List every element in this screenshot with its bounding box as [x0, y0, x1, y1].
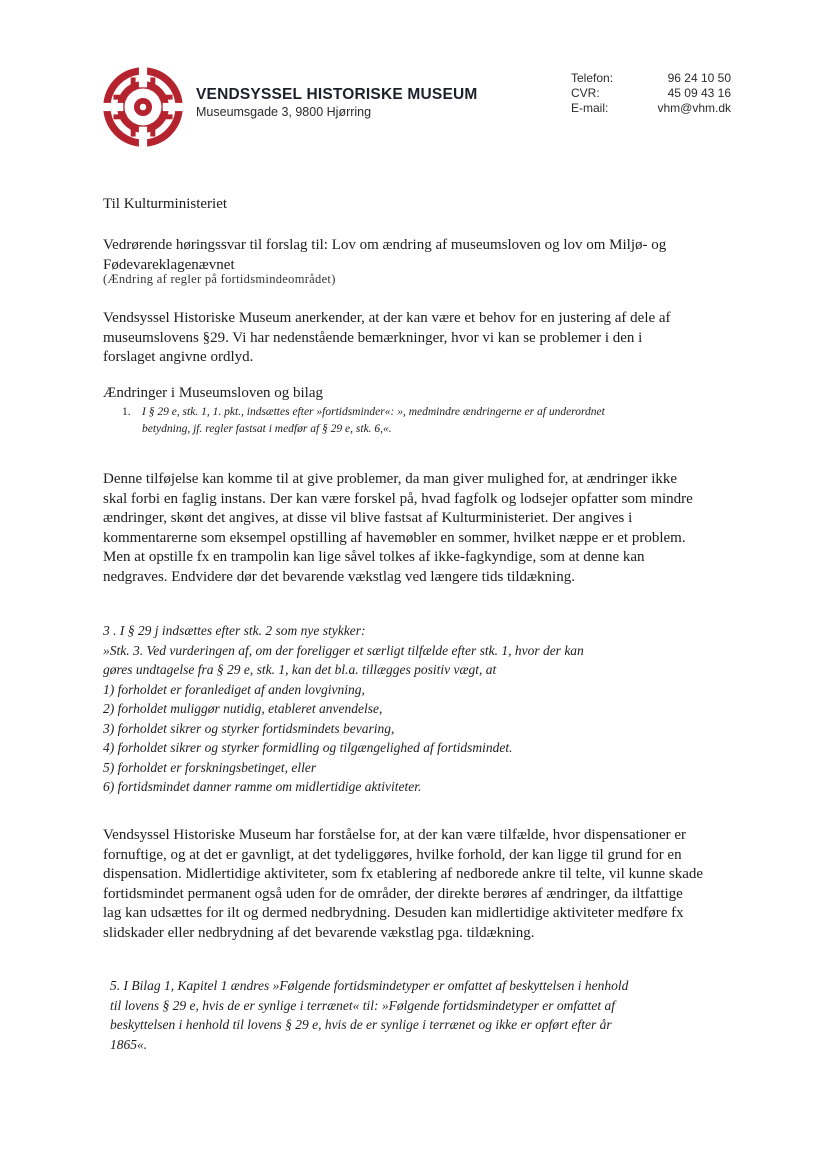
- amendment-3-quote: [103, 621, 703, 797]
- quote-line: 1) forholdet er foranlediget af anden lovgivning,: [103, 681, 365, 697]
- contact-email: [571, 101, 731, 116]
- text-line: dispensation. Midlertidige aktiviteter, som fx etablering af nedborede ankre til telte, vil kunne skade: [103, 866, 704, 882]
- contact-label: E-mail:: [571, 101, 609, 115]
- amendment-1: [122, 404, 682, 438]
- contact-phone: [571, 71, 731, 86]
- text-line: slidskader eller nedbrydning af det bevarende vækstlag pga. tildækning.: [103, 924, 535, 941]
- text-line: Vendsyssel Historiske Museum anerkender, at der kan være et behov for en justering af dele af: [103, 310, 671, 326]
- contact-cvr: [571, 86, 731, 101]
- quote-line: 6) fortidsmindet danner ramme om midlertidige aktiviteter.: [103, 779, 422, 794]
- subject-line: Fødevareklagenævnet: [103, 256, 235, 273]
- amendment-5-quote: [110, 976, 710, 1054]
- quote-line: 3 . I § 29 j indsættes efter stk. 2 som nye stykker:: [103, 623, 366, 638]
- text-line: skal forbi en faglig instans. Der kan være forskel på, hvad fagfolk og lodsejer opfatter som mindre: [103, 490, 693, 507]
- quote-line: 5. I Bilag 1, Kapitel 1 ændres »Følgende fortidsmindetyper er omfattet af beskyttelsen i henhold: [110, 978, 629, 993]
- quote-line: 3) forholdet sikrer og styrker fortidsmindets bevaring,: [103, 720, 395, 736]
- text-line: kommentarerne som eksempel opstilling af havemøbler en sommer, hvilket næppe er et problem.: [103, 529, 686, 546]
- text-line: lag kan udsættes for ilt og dermed nedbrydning. Desuden kan midlertidige aktiviteter medføre fx: [103, 905, 684, 921]
- text-line: forslaget angivne ordlyd.: [103, 349, 254, 365]
- contact-label: Telefon:: [571, 71, 614, 85]
- paragraph-comment-2: [103, 826, 723, 943]
- text-line: fortidsmindet permanent også uden for de områder, der direkte berøres af ændringer, da iltfattige: [103, 885, 683, 902]
- contact-block: [571, 71, 731, 116]
- text-line: Denne tilføjelse kan komme til at give problemer, da man giver mulighed for, at ændringer ikke: [103, 471, 678, 487]
- text-line: museumslovens §29. Vi har nedenstående bemærkninger, hvor vi kan se problemer i den i: [103, 329, 643, 346]
- quote-line: 4) forholdet sikrer og styrker formidling og tilgængelighed af fortidsmindet.: [103, 740, 513, 755]
- amendment-line: betydning, jf. regler fastsat i medfør af § 29 e, stk. 6,«.: [142, 423, 392, 435]
- contact-value: 45 09 43 16: [667, 86, 731, 100]
- paragraph-intro: [103, 309, 723, 368]
- text-line: Men at opstille fx en trampolin kan lige såvel tolkes af ikke-fagkyndige, som at denne kan: [103, 549, 645, 565]
- subject: [103, 236, 723, 275]
- quote-line: gøres undtagelse fra § 29 e, stk. 1, kan det bl.a. tillægges positiv vægt, at: [103, 662, 497, 677]
- subject-line: Vedrørende høringssvar til forslag til: Lov om ændring af museumsloven og lov om Miljø- og: [103, 237, 667, 253]
- text-line: nedgraves. Endvidere dør det bevarende vækstlag ved længere tids tildækning.: [103, 568, 575, 585]
- quote-line: til lovens § 29 e, hvis de er synlige i terrænet« til: »Følgende fortidsmindetyper er omfattet af: [110, 997, 616, 1013]
- text-line: fornuftige, og at det er gavnligt, at det tydeliggøres, hvilke forhold, der kan ligge til grund for en: [103, 846, 682, 863]
- org-address: Museumsgade 3, 9800 Hjørring: [196, 105, 372, 119]
- amendment-line: [122, 404, 682, 421]
- quote-line: »Stk. 3. Ved vurderingen af, om der foreligger et særligt tilfælde efter stk. 1, hvor der kan: [103, 642, 584, 658]
- contact-label: CVR:: [571, 86, 600, 100]
- quote-line: beskyttelsen i henhold til lovens § 29 e, hvis de er synlige i terrænet og ikke er opført efter år: [110, 1017, 612, 1032]
- section-heading: Ændringer i Museumsloven og bilag: [103, 385, 323, 401]
- subject-subtitle: (Ændring af regler på fortidsmindeområdet): [103, 272, 336, 286]
- contact-value: 96 24 10 50: [667, 71, 731, 85]
- quote-line: 1865«.: [110, 1036, 148, 1052]
- quote-line: 2) forholdet muliggør nutidig, etableret anvendelse,: [103, 701, 383, 716]
- text-line: Vendsyssel Historiske Museum har forståelse for, at der kan være tilfælde, hvor dispensationer er: [103, 827, 687, 843]
- addressee: Til Kulturministeriet: [103, 196, 228, 212]
- amendment-text: I § 29 e, stk. 1, 1. pkt., indsættes efter »fortidsminder«: », medmindre ændringerne er af underordnet: [142, 406, 605, 418]
- text-line: ændringer, skønt det angives, at disse vil blive fastsat af Kulturministeriet. Der angives i: [103, 510, 633, 526]
- contact-email-link[interactable]: vhm@vhm.dk: [657, 101, 731, 115]
- museum-logo-icon: [102, 66, 184, 148]
- quote-line: 5) forholdet er forskningsbetinget, eller: [103, 759, 317, 775]
- paragraph-comment-1: [103, 470, 723, 587]
- amendment-number: 1.: [122, 406, 131, 418]
- org-name: VENDSYSSEL HISTORISKE MUSEUM: [196, 86, 478, 103]
